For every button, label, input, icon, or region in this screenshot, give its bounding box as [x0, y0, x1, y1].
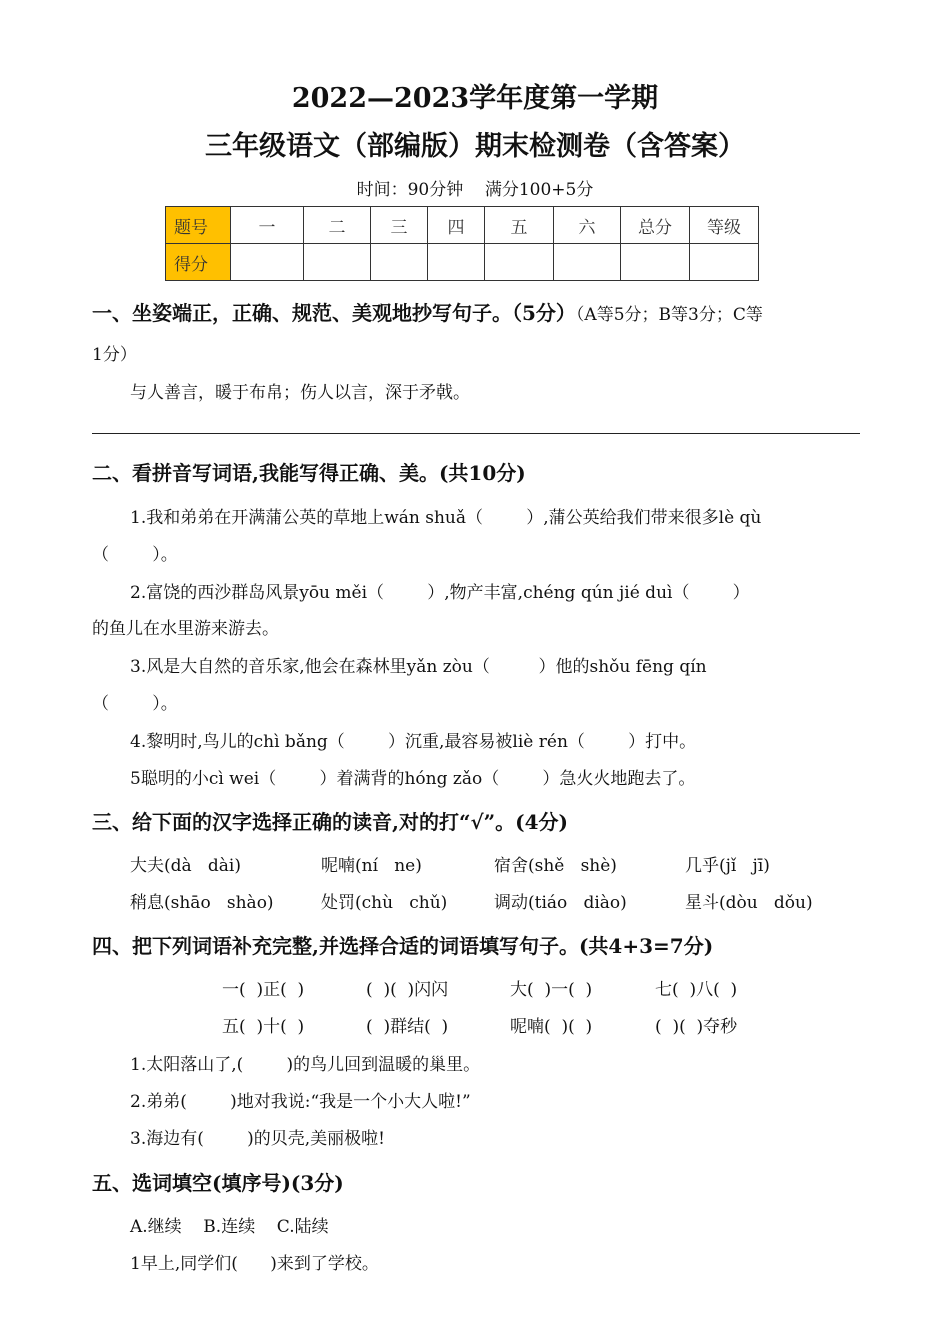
section-4-sentence: 2.弟弟( )地对我说:“我是一个小大人啦!” [130, 1092, 471, 1112]
section-4-sentence: 3.海边有( )的贝壳,美丽极啦! [130, 1129, 385, 1149]
section-2-line: 1.我和弟弟在开满蒲公英的草地上wán shuǎ（ ）,蒲公英给我们带来很多lè qù [130, 508, 762, 528]
section-1-heading [92, 297, 763, 326]
score-header-cell: 二 [304, 207, 371, 244]
section-1-sentence: 与人善言，暖于布帛；伤人以言，深于矛戟。 [130, 383, 470, 403]
idiom-blank-item: 大( )一( ) [510, 980, 593, 1000]
section-2-title: 二、看拼音写词语,我能写得正确、美。(共10分) [92, 461, 526, 485]
score-cell[interactable] [231, 244, 304, 281]
pinyin-choice-item: 星斗(dòu dǒu) [685, 893, 813, 913]
score-cell[interactable] [621, 244, 690, 281]
score-header-cell: 五 [485, 207, 554, 244]
exam-title-main: 三年级语文（部编版）期末检测卷（含答案） [205, 131, 745, 162]
score-header-cell: 三 [371, 207, 428, 244]
idiom-blank-item: 一( )正( ) [222, 980, 305, 1000]
pinyin-choice-item: 调动(tiáo diào) [494, 893, 627, 913]
section-2-line: 3.风是大自然的音乐家,他会在森林里yǎn zòu（ ）他的shǒu fēng qín [130, 657, 707, 677]
section-1-grading-note: （A等5分；B等3分；C等 [575, 305, 763, 325]
score-header-cell: 总分 [621, 207, 690, 244]
score-header-cell: 六 [554, 207, 621, 244]
score-row-label: 得分 [166, 244, 231, 281]
pinyin-choice-item: 宿舍(shě shè) [494, 856, 617, 876]
score-table [165, 206, 759, 281]
pinyin-choice-item: 处罚(chù chǔ) [321, 893, 448, 913]
section-2-line: 2.富饶的西沙群岛风景yōu měi（ ）,物产丰富,chéng qún jié duì（ ） [130, 583, 750, 603]
section-1-title: 一、坐姿端正，正确、规范、美观地抄写句子。（5分） [92, 301, 576, 325]
section-1-grading-note-cont: 1分） [92, 345, 137, 365]
pinyin-choice-item: 稍息(shāo shào) [130, 893, 274, 913]
section-5-title: 五、选词填空(填序号)(3分) [92, 1171, 344, 1195]
copy-writing-line[interactable] [92, 433, 860, 434]
exam-title-year: 2022—2023学年度第一学期 [291, 83, 659, 114]
score-cell[interactable] [428, 244, 485, 281]
idiom-blank-item: ( )( )夺秒 [655, 1017, 738, 1037]
section-2-line: 5聪明的小cì wei（ ）着满背的hóng zǎo（ ）急火火地跑去了。 [130, 769, 696, 789]
section-2-line: 4.黎明时,鸟儿的chì bǎng（ ）沉重,最容易被liè rén（ ）打中。 [130, 732, 697, 752]
score-cell[interactable] [371, 244, 428, 281]
section-4-sentence: 1.太阳落山了,( )的鸟儿回到温暖的巢里。 [130, 1055, 481, 1075]
score-cell[interactable] [690, 244, 759, 281]
score-table-header-row [166, 207, 759, 244]
section-5-options: A.继续 B.连续 C.陆续 [130, 1217, 329, 1237]
section-2-line: （ ）。 [92, 694, 178, 714]
section-2-line: 的鱼儿在水里游来游去。 [92, 619, 279, 639]
score-header-label: 题号 [166, 207, 231, 244]
pinyin-choice-item: 几乎(jǐ jī) [685, 856, 770, 876]
score-cell[interactable] [485, 244, 554, 281]
score-cell[interactable] [554, 244, 621, 281]
idiom-blank-item: 呢喃( )( ) [510, 1017, 593, 1037]
idiom-blank-item: ( )( )闪闪 [366, 980, 449, 1000]
score-table-score-row [166, 244, 759, 281]
idiom-blank-item: 五( )十( ) [222, 1017, 305, 1037]
score-header-cell: 等级 [690, 207, 759, 244]
pinyin-choice-item: 呢喃(ní ne) [321, 856, 422, 876]
exam-time-score: 时间：90分钟 满分100+5分 [356, 180, 594, 200]
score-header-cell: 四 [428, 207, 485, 244]
section-4-title: 四、把下列词语补充完整,并选择合适的词语填写句子。(共4+3=7分) [92, 934, 714, 958]
section-2-line: （ ）。 [92, 545, 178, 565]
score-cell[interactable] [304, 244, 371, 281]
idiom-blank-item: ( )群结( ) [366, 1017, 449, 1037]
score-header-cell: 一 [231, 207, 304, 244]
pinyin-choice-item: 大夫(dà dài) [130, 856, 241, 876]
section-3-title: 三、给下面的汉字选择正确的读音,对的打“√”。(4分) [92, 810, 568, 834]
idiom-blank-item: 七( )八( ) [655, 980, 738, 1000]
section-5-sentence: 1早上,同学们( )来到了学校。 [130, 1254, 379, 1274]
